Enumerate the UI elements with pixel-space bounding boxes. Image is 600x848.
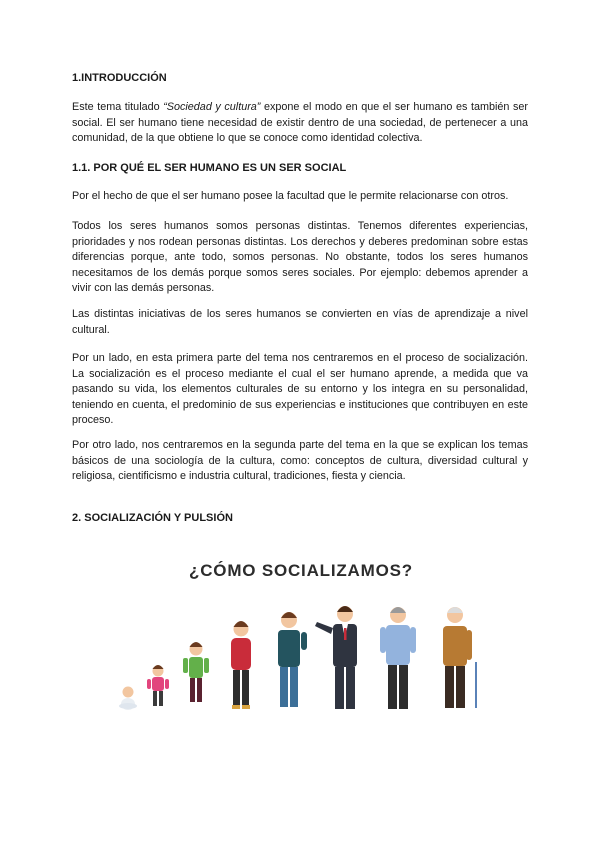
intro-paragraph	[72, 100, 528, 147]
young-adult-figure	[278, 612, 307, 707]
socialization-illustration	[92, 540, 510, 732]
paragraph-facultad: Por el hecho de que el ser humano posee la facultad que le permite relacionarse con otros.	[72, 190, 509, 202]
elderly-figure	[443, 607, 476, 708]
intro-text-end: expone el modo en que el ser humano es también ser social. El ser humano tiene necesidad de existir dentro de una sociedad, de pertenecer a una comunidad, de la que obtiene lo que se conoce como identidad colectiva.	[72, 101, 528, 144]
paragraph-sociologia-cultura: Por otro lado, nos centraremos en la segunda parte del tema en la que se explican los temas básicos de una sociología de la cultura, como: conceptos de cultura, diversidad cultural y religiosa, cientificismo e industria cultural, tradiciones, fiesta y ciencia.	[72, 439, 528, 482]
intro-title-italic: “Sociedad y cultura”	[163, 101, 261, 113]
baby-figure	[119, 687, 137, 711]
heading-section-2: 2. SOCIALIZACIÓN Y PULSIÓN	[72, 512, 233, 524]
child-figure	[183, 642, 209, 702]
paragraph-seres-humanos: Todos los seres humanos somos personas distintas. Tenemos diferentes experiencias, prioridades y nos rodean personas distintas. Los derechos y deberes predominan sobre estas diferencias porque, ante todo, somos personas. No obstante, todos los seres humanos necesitamos de los demás porque somos seres sociales. Por ejemplo: debemos aprender a vivir con las demás personas.	[72, 220, 528, 294]
life-stages-figures	[92, 540, 510, 732]
paragraph-socializacion: Por un lado, en esta primera parte del tema nos centraremos en el proceso de socialización. La socialización es el proceso mediante el cual el ser humano aprende, a medida que va pasando su vida, los elementos culturales de su entorno y los integra en su personalidad, teniendo en cuenta, el predominio de sus experiencias e instituciones que contribuyen en este proceso.	[72, 352, 528, 426]
paragraph-iniciativas: Las distintas iniciativas de los seres humanos se convierten en vías de aprendizaje a nivel cultural.	[72, 308, 528, 336]
adult-suit-figure	[315, 606, 357, 709]
heading-introduccion: 1.INTRODUCCIÓN	[72, 72, 167, 84]
middle-aged-figure	[380, 607, 416, 709]
toddler-figure	[147, 665, 169, 706]
illustration-title: ¿CÓMO SOCIALIZAMOS?	[189, 561, 413, 580]
teen-figure	[231, 621, 251, 709]
intro-text-start: Este tema titulado	[72, 101, 164, 113]
heading-section-1-1: 1.1. POR QUÉ EL SER HUMANO ES UN SER SOCIAL	[72, 162, 347, 174]
